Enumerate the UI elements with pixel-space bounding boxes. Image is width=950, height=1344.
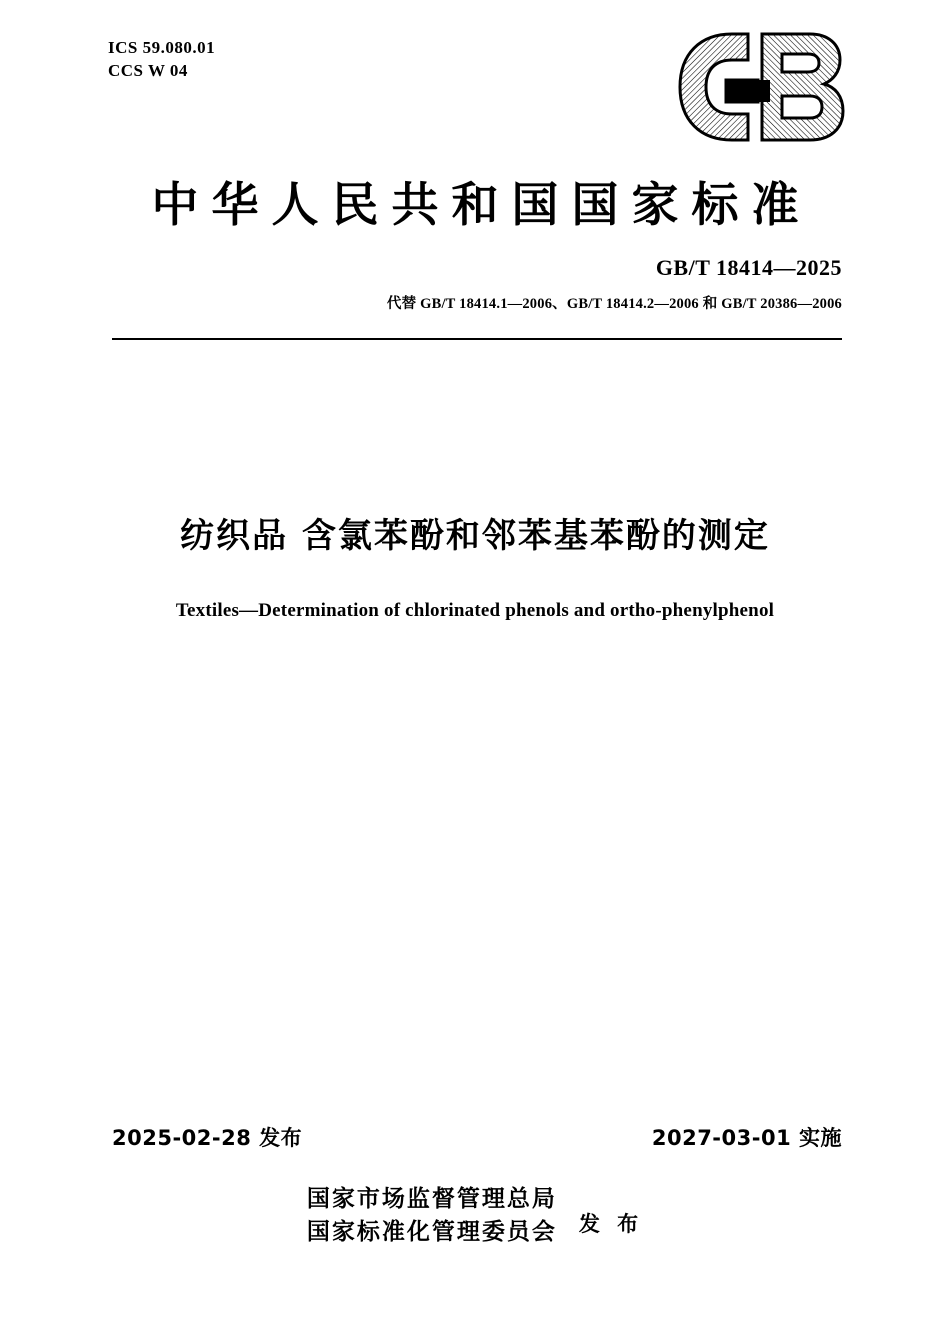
standard-replaces: 代替 GB/T 18414.1—2006、GB/T 18414.2—2006 和 GB/T 20386—2006 xyxy=(386,296,842,312)
ics-code: ICS 59.080.01 xyxy=(108,38,216,57)
national-standard-title: 中华人民共和国国家标准 xyxy=(151,178,812,233)
standard-number: GB/T 18414—2025 xyxy=(655,255,842,280)
ccs-code: CCS W 04 xyxy=(108,61,188,80)
gb-logo-icon xyxy=(670,28,850,146)
publisher-block xyxy=(0,1182,950,1248)
gb-logo xyxy=(670,28,850,146)
publisher-line-2: 国家标准化管理委员会 xyxy=(306,1218,557,1245)
classification-codes xyxy=(108,36,215,82)
header-divider xyxy=(112,338,842,340)
publisher-names xyxy=(307,1182,557,1248)
implementation-date: 2027-03-01 实施 xyxy=(651,1126,842,1150)
publisher-verb: 发 布 xyxy=(578,1211,644,1236)
issue-date: 2025-02-28 发布 xyxy=(112,1126,303,1150)
document-title-chinese: 纺织品 含氯苯酚和邻苯基苯酚的测定 xyxy=(180,516,770,556)
document-title-english: Textiles—Determination of chlorinated phenols and ortho-phenylphenol xyxy=(175,600,775,621)
publisher-line-1: 国家市场监督管理总局 xyxy=(306,1185,557,1212)
